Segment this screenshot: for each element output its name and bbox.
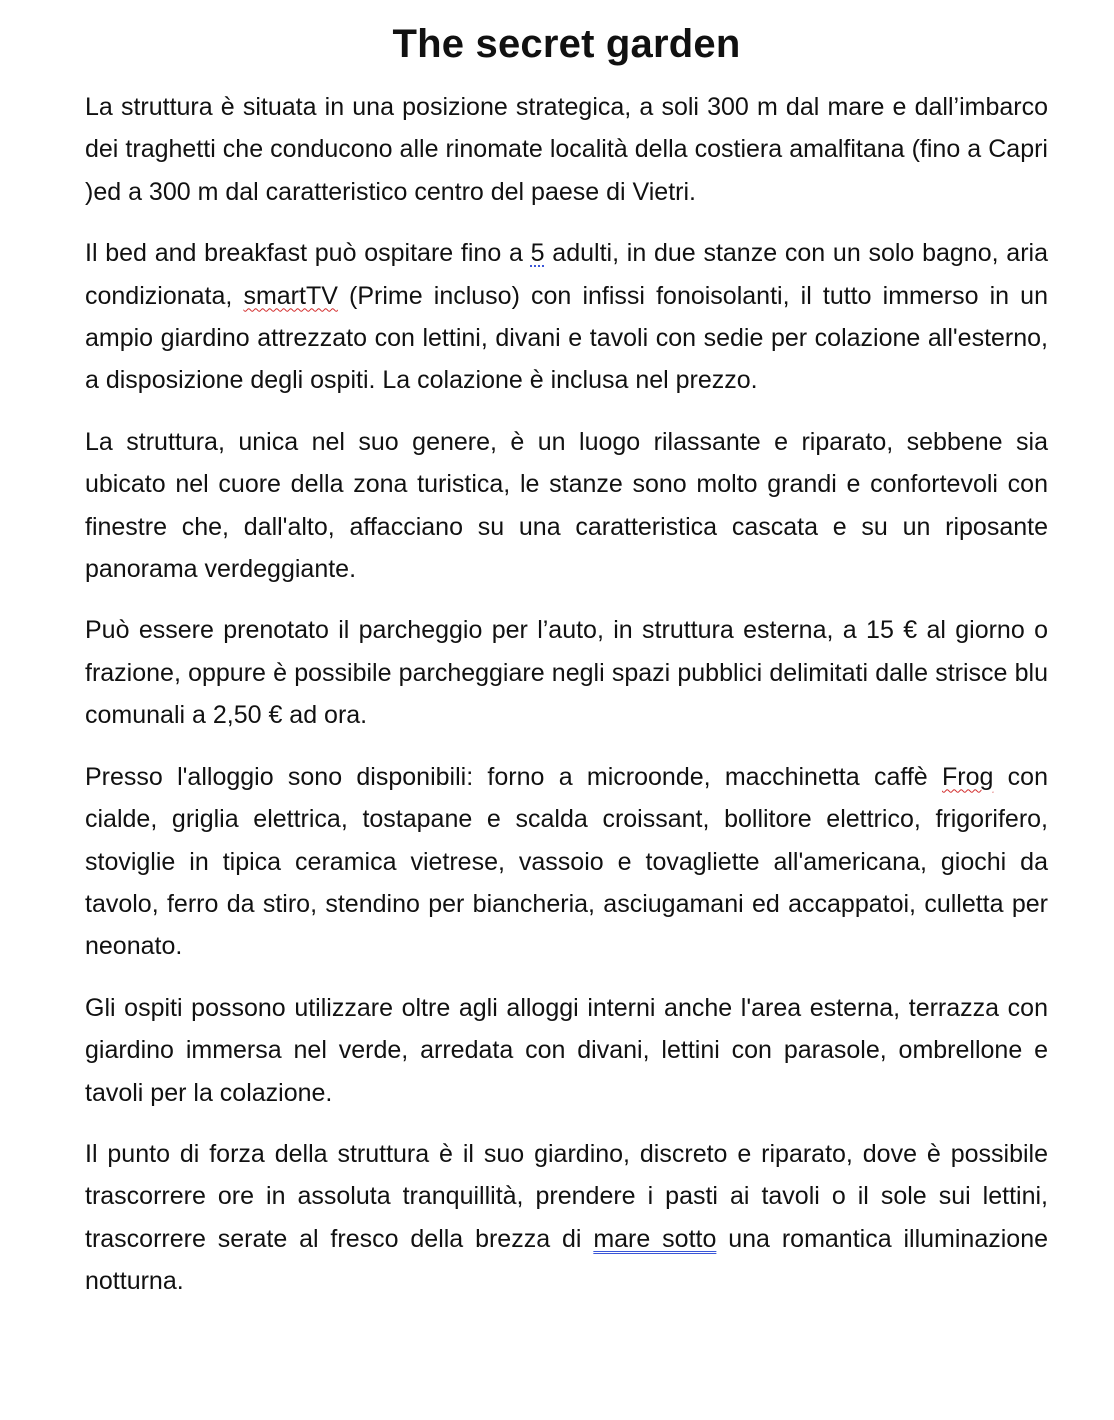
document-page bbox=[85, 0, 1048, 1303]
spelling-flag-frog[interactable]: Frog bbox=[941, 762, 994, 791]
paragraph-rooms bbox=[85, 232, 1048, 402]
text-run: adulti, in due stanze con un solo bagno, aria condizionata, bbox=[85, 239, 1048, 310]
text-run: una romantica illuminazione notturna. bbox=[85, 1224, 1048, 1296]
grammar-flag-mare-sotto[interactable]: mare sotto bbox=[593, 1224, 717, 1253]
grammar-flag-number[interactable]: 5 bbox=[530, 239, 545, 268]
text-run: (Prime incluso) con infissi fonoisolanti, il tutto immerso in un ampio giardino attrezzato con lettini, divani e tavoli con sedie per colazione all'esterno, a disposizione degli ospiti. La colazione è inclusa nel prezzo. bbox=[85, 281, 1048, 395]
paragraph-garden bbox=[85, 1133, 1048, 1303]
text-run: Il punto di forza della struttura è il suo giardino, discreto e riparato, dove è possibile trascorrere ore in assoluta tranquillità, prendere i pasti ai tavoli o il sole sui lettini, trascorrere serate al fresco della brezza di bbox=[85, 1139, 1048, 1253]
spelling-flag-smarttv[interactable]: smartTV bbox=[243, 281, 338, 310]
text-run: Il bed and breakfast può ospitare fino a bbox=[85, 239, 531, 268]
paragraph-location: La struttura è situata in una posizione strategica, a soli 300 m dal mare e dall’imbarco dei traghetti che conducono alle rinomate località della costiera amalfitana (fino a Capri )ed a 300 m dal caratteristico centro del paese di Vietri. bbox=[85, 93, 1048, 206]
text-run: con cialde, griglia elettrica, tostapane e scalda croissant, bollitore elettrico, frigorifero, stoviglie in tipica ceramica vietrese, vassoio e tovagliette all'americana, giochi da tavolo, ferro da stiro, stendino per biancheria, asciugamani ed accappatoi, culletta per neonato. bbox=[85, 762, 1048, 961]
paragraph-amenities bbox=[85, 756, 1048, 968]
paragraph-structure: La struttura, unica nel suo genere, è un luogo rilassante e riparato, sebbene sia ubicato nel cuore della zona turistica, le stanze sono molto grandi e confortevoli con finestre che, dall'alto, affacciano su una caratteristica cascata e su un riposante panorama verdeggiante. bbox=[85, 427, 1048, 584]
text-run: Presso l'alloggio sono disponibili: forno a microonde, macchinetta caffè bbox=[85, 762, 942, 791]
paragraph-outdoor: Gli ospiti possono utilizzare oltre agli alloggi interni anche l'area esterna, terrazza con giardino immersa nel verde, arredata con divani, lettini con parasole, ombrellone e tavoli per la colazione. bbox=[85, 993, 1048, 1107]
paragraph-parking: Può essere prenotato il parcheggio per l’auto, in struttura esterna, a 15 € al giorno o frazione, oppure è possibile parcheggiare negli spazi pubblici delimitati dalle strisce blu comunali a 2,50 € ad ora. bbox=[85, 616, 1048, 730]
document-title: The secret garden bbox=[392, 22, 741, 66]
